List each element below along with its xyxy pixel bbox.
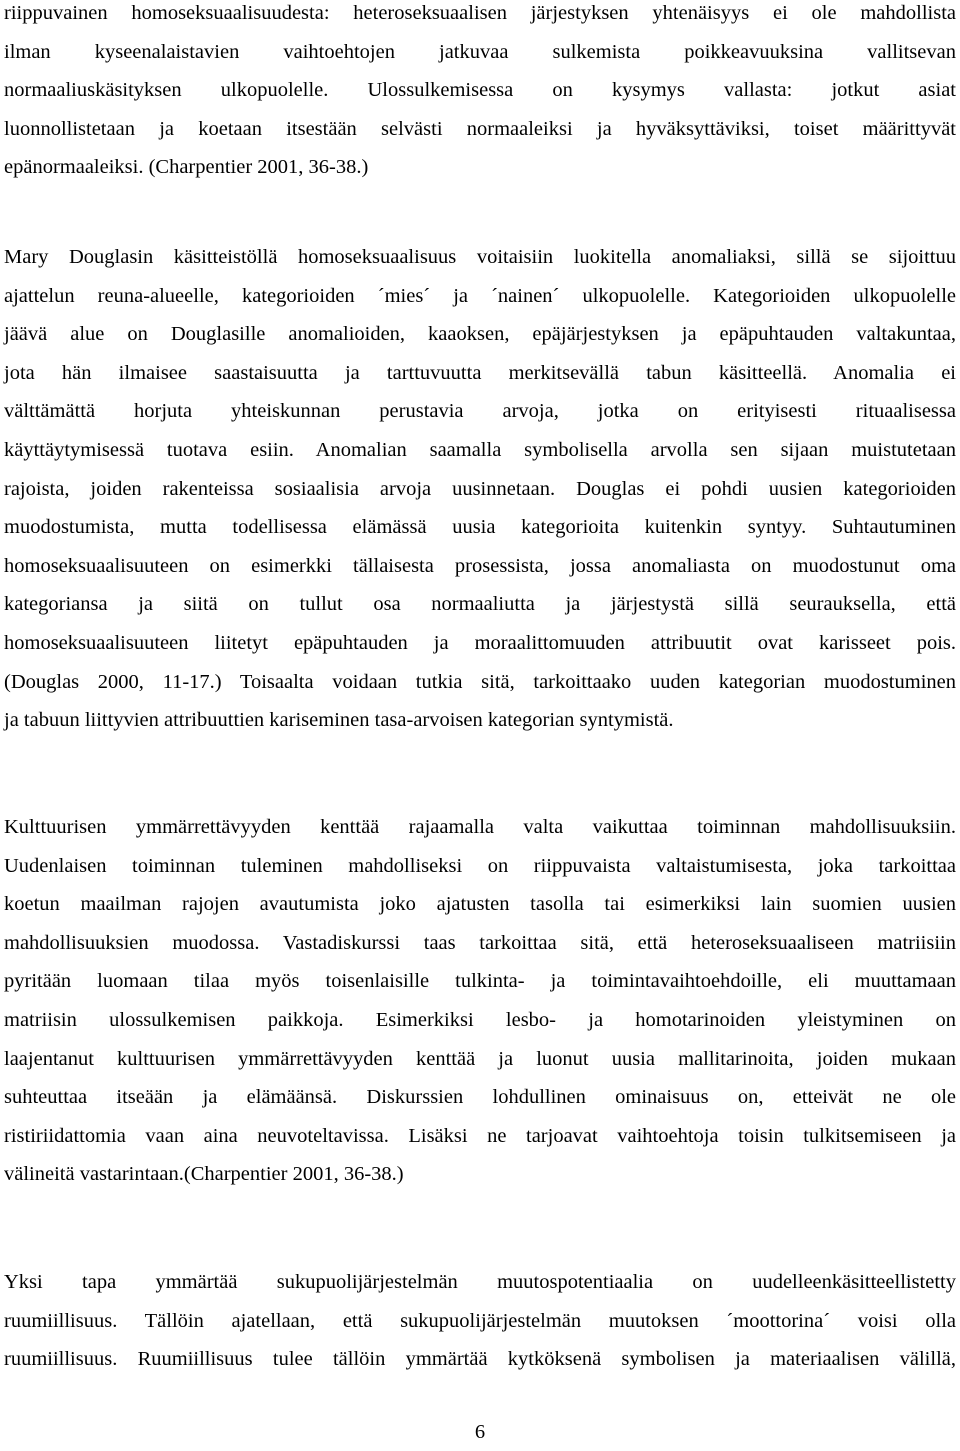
text-line: jota hän ilmaisee saastaisuutta ja tarttuvuutta merkitsevällä tabun käsitteellä. Anomalia ei xyxy=(4,361,956,384)
text-line: homoseksuaalisuuteen liitetyt epäpuhtauden ja moraalittomuuden attribuutit ovat karisseet pois. xyxy=(4,631,956,654)
text-line: ruumiillisuus. Ruumiillisuus tulee tällöin ymmärtää kytköksenä symbolisen ja materiaalisen välillä, xyxy=(4,1348,956,1371)
text-line: riippuvainen homoseksuaalisuudesta: heteroseksuaalisen järjestyksen yhtenäisyys ei ole mahdollista xyxy=(4,2,956,24)
text-line: ristiriidattomia vaan aina neuvoteltavissa. Lisäksi ne tarjoavat vaihtoehtoja toisin tulkitsemiseen ja xyxy=(4,1124,956,1147)
text-line: mahdollisuuksien muodossa. Vastadiskurssi taas tarkoittaa sitä, että heteroseksuaaliseen matriisiin xyxy=(4,931,956,954)
text-line: homoseksuaalisuuteen on esimerkki tällaisesta prosessista, jossa anomaliasta on muodostunut oma xyxy=(4,554,956,577)
text-line: rajoista, joiden rakenteissa sosiaalisia arvoja uusinnetaan. Douglas ei pohdi uusien kategorioiden xyxy=(4,477,956,500)
text-line: epänormaaleiksi. (Charpentier 2001, 36-38.) xyxy=(4,156,369,179)
paragraph xyxy=(4,808,956,1194)
text-line: laajentanut kulttuurisen ymmärrettävyyden kenttää ja luonut uusia mallitarinoita, joiden mukaan xyxy=(4,1047,956,1070)
text-line: jäävä alue on Douglasille anomalioiden, kaaoksen, epäjärjestyksen ja epäpuhtauden valtakuntaa, xyxy=(4,323,956,346)
text-line: luonnollistetaan ja koetaan itsestään selvästi normaaleiksi ja hyväksyttäviksi, toiset määrittyvät xyxy=(4,117,956,140)
text-line: koetun maailman rajojen avautumista joko ajatusten tasolla tai esimerkiksi lain suomien uusien xyxy=(4,893,956,916)
text-line: ajattelun reuna-alueelle, kategorioiden ´mies´ ja ´nainen´ ulkopuolelle. Kategorioiden ulkopuolelle xyxy=(4,284,956,307)
text-line: Mary Douglasin käsitteistöllä homoseksuaalisuus voitaisiin luokitella anomaliaksi, sillä se sijoittuu xyxy=(4,246,956,268)
text-line: (Douglas 2000, 11-17.) Toisaalta voidaan tutkia sitä, tarkoittaako uuden kategorian muodostuminen xyxy=(4,670,956,693)
paragraph xyxy=(4,238,956,740)
text-line: matriisin ulossulkemisen paikkoja. Esimerkiksi lesbo- ja homotarinoiden yleistyminen on xyxy=(4,1008,956,1031)
text-line: Uudenlaisen toiminnan tuleminen mahdolliseksi on riippuvaista valtaistumisesta, joka tarkoittaa xyxy=(4,854,956,877)
paragraph xyxy=(4,1263,956,1379)
text-line: Yksi tapa ymmärtää sukupuolijärjestelmän muutospotentiaalia on uudelleenkäsitteellistetty xyxy=(4,1271,956,1293)
text-line: normaaliuskäsityksen ulkopuolelle. Ulossulkemisessa on kysymys vallasta: jotkut asiat xyxy=(4,79,956,102)
text-line: käyttäytymisessä tuotava esiin. Anomalian saamalla symbolisella arvolla sen sijaan muistutetaan xyxy=(4,438,956,461)
text-line: pyritään luomaan tilaa myös toisenlaisille tulkinta- ja toimintavaihtoehdoille, eli muuttamaan xyxy=(4,970,956,993)
text-line: kategoriansa ja siitä on tullut osa normaaliutta ja järjestystä sillä seurauksella, että xyxy=(4,593,956,616)
text-line: välineitä vastarintaan.(Charpentier 2001, 36-38.) xyxy=(4,1163,404,1186)
text-line: ruumiillisuus. Tällöin ajatellaan, että sukupuolijärjestelmän muutoksen ´moottorina´ voisi olla xyxy=(4,1309,956,1332)
text-line: Kulttuurisen ymmärrettävyyden kenttää rajaamalla valta vaikuttaa toiminnan mahdollisuuksiin. xyxy=(4,816,956,838)
text-line: välttämättä horjuta yhteiskunnan perustavia arvoja, jotka on erityisesti rituaalisessa xyxy=(4,400,956,423)
text-line: muodostumista, mutta todellisessa elämässä uusia kategorioita kuitenkin syntyy. Suhtautuminen xyxy=(4,516,956,539)
text-line: ja tabuun liittyvien attribuuttien kariseminen tasa-arvoisen kategorian syntymistä. xyxy=(4,709,674,732)
paragraph xyxy=(4,0,956,187)
text-line: ilman kyseenalaistavien vaihtoehtojen jatkuvaa sulkemista poikkeavuuksina vallitsevan xyxy=(4,40,956,63)
text-line: suhteuttaa itseään ja elämäänsä. Diskurssien lohdullinen ominaisuus on, etteivät ne ole xyxy=(4,1086,956,1109)
page-number: 6 xyxy=(474,1421,486,1443)
